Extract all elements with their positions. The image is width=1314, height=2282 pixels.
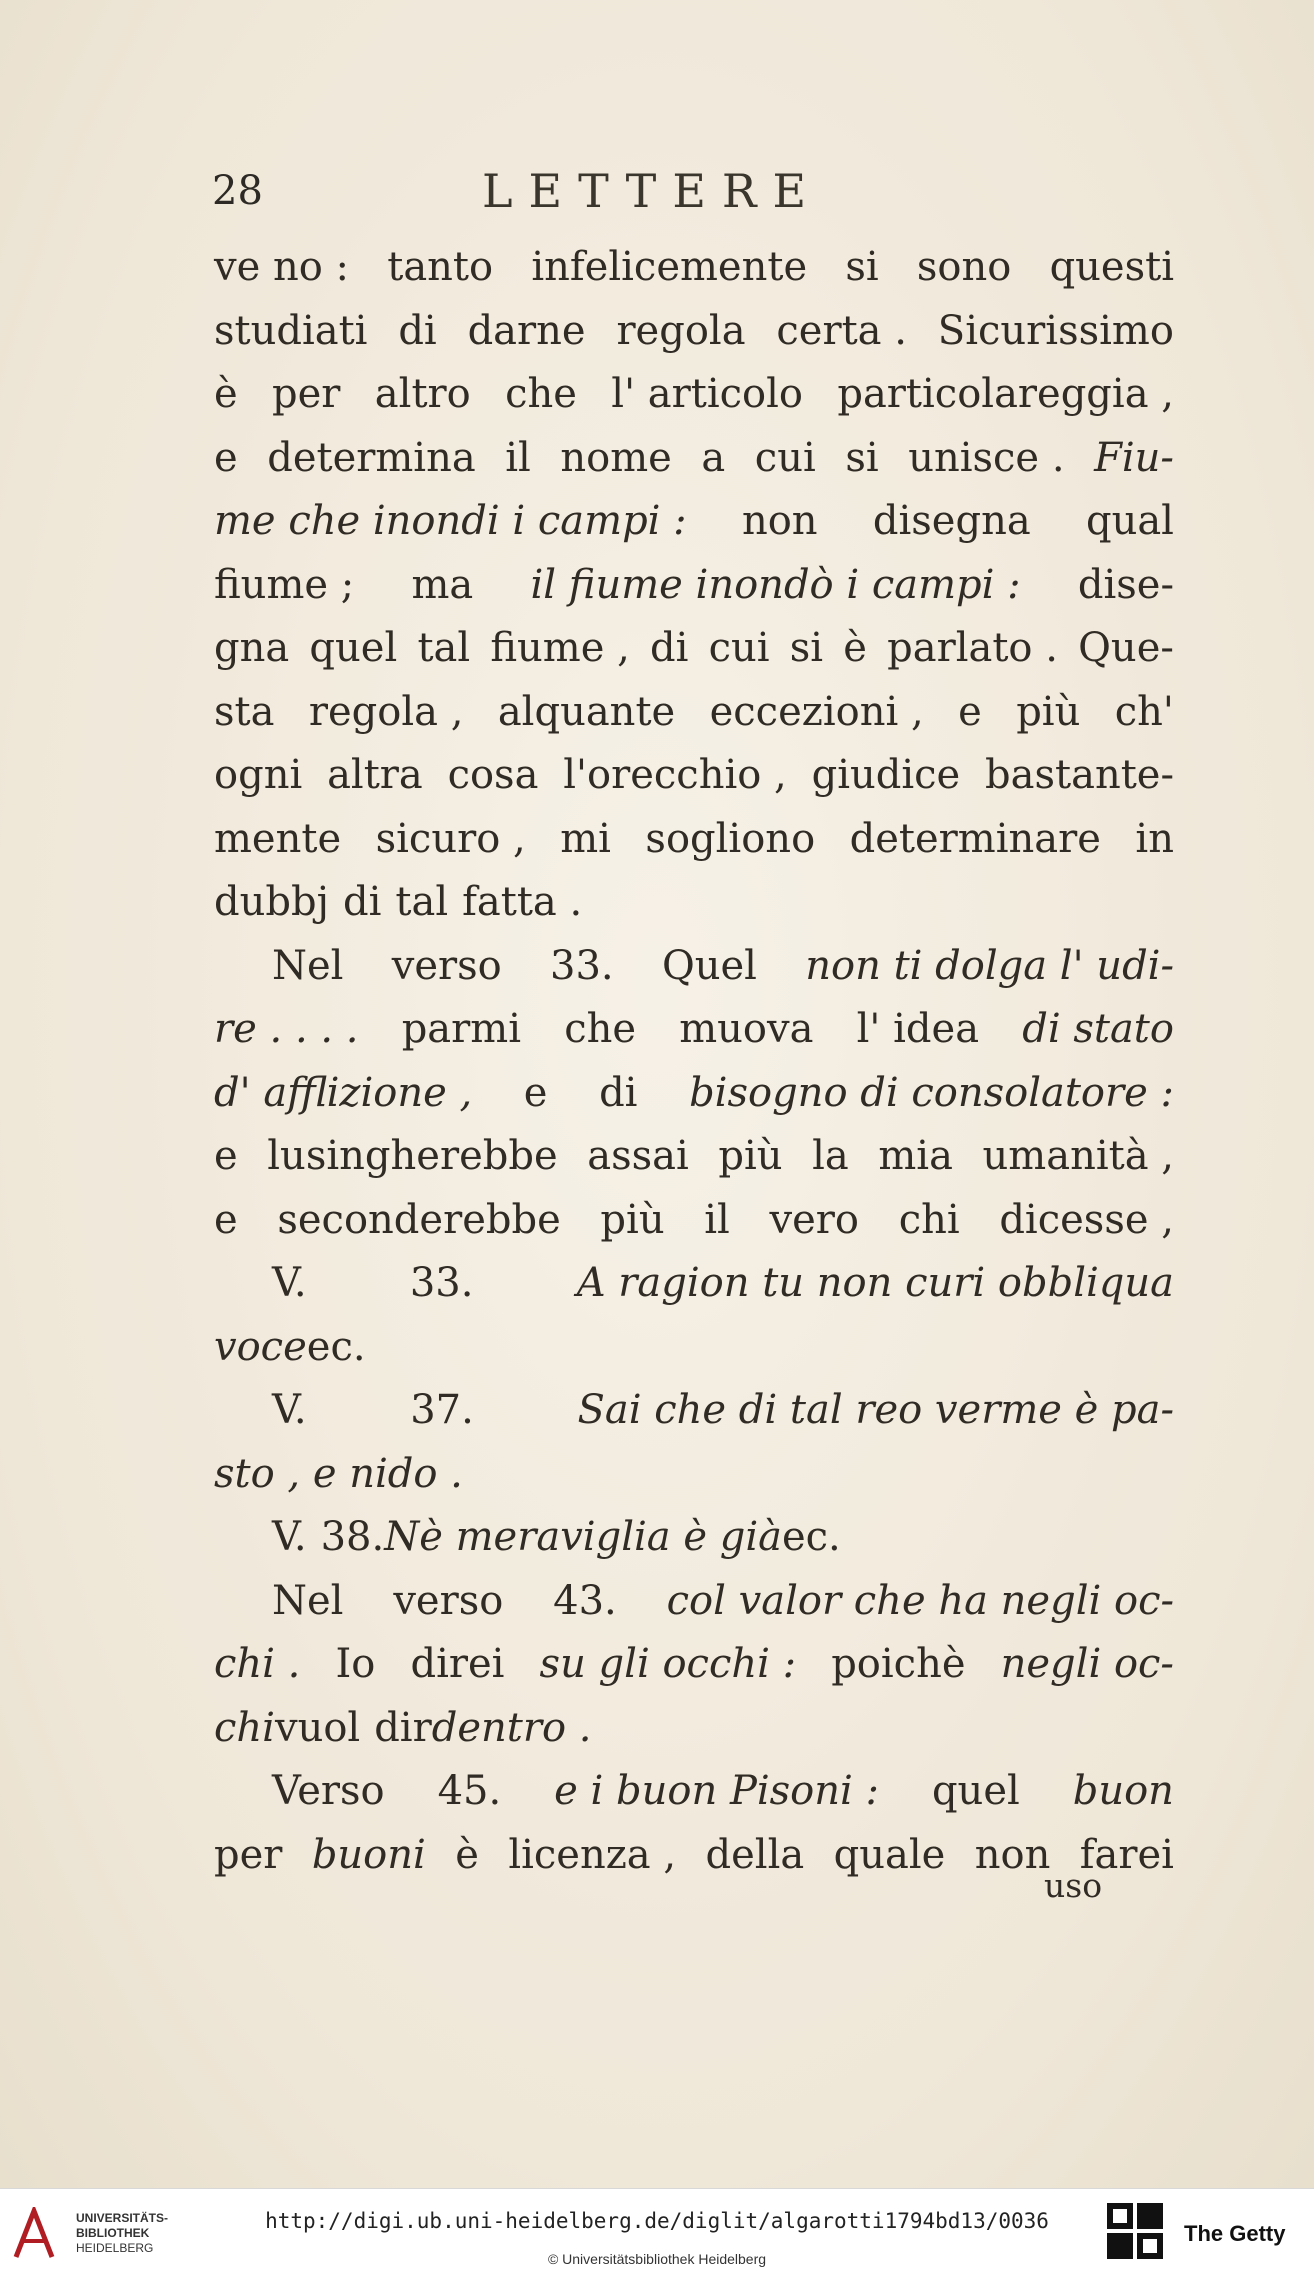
permalink-url[interactable]: http://digi.ub.uni-heidelberg.de/diglit/algarotti1794bd13/0036 xyxy=(265,2209,1049,2233)
text-line: voce ec. xyxy=(214,1323,366,1370)
text-line: e seconderebbe più il vero chi dicesse , xyxy=(214,1196,1174,1243)
text-line: sto , e nido . xyxy=(214,1450,463,1497)
text-line: me che inondi i campi : non disegna qual xyxy=(214,498,1174,544)
page-header xyxy=(212,164,1172,228)
text-line: sta regola , alquante eccezioni , e più ch' xyxy=(214,688,1174,735)
text-line: fiume ; ma il fiume inondò i campi : dise- xyxy=(214,561,1174,608)
copyright-notice: © Universitätsbibliothek Heidelberg xyxy=(547,2251,767,2267)
text-line: Verso 45. e i buon Pisoni : quel buon xyxy=(272,1768,1174,1814)
text-line: è per altro che l' articolo particolareggia , xyxy=(214,371,1174,417)
sponsor-name: The Getty xyxy=(1184,2221,1286,2246)
text-line: V. 33. A ragion tu non curi obbliqua xyxy=(272,1260,1174,1306)
text-line: e determina il nome a cui si unisce . Fiu- xyxy=(214,434,1174,481)
text-line: ve no : tanto infelicemente si sono questi xyxy=(214,244,1174,290)
text-line: Nel verso 33. Quel non ti dolga l' udi- xyxy=(272,942,1174,989)
text-line: dubbj di tal fatta . xyxy=(214,879,583,925)
text-line: re . . . . parmi che muova l' idea di stato xyxy=(214,1006,1174,1052)
catchword: uso xyxy=(1044,1866,1103,1905)
body-text xyxy=(214,236,1174,1887)
page-number: 28 xyxy=(212,168,263,214)
text-line: ogni altra cosa l'orecchio , giudice bastante- xyxy=(214,752,1174,798)
text-line: per buoni è licenza , della quale non farei xyxy=(214,1831,1174,1878)
text-line: chi . Io direi su gli occhi : poichè negli oc- xyxy=(214,1641,1174,1687)
text-line: gna quel tal fiume , di cui si è parlato . Que- xyxy=(214,625,1174,671)
viewer-footer xyxy=(0,2188,1314,2282)
library-name: UNIVERSITÄTS- BIBLIOTHEK HEIDELBERG xyxy=(76,2211,169,2255)
text-line: V. 38. Nè meraviglia è già ec. xyxy=(272,1514,841,1560)
text-line: studiati di darne regola certa . Sicurissimo xyxy=(214,307,1174,354)
text-line: d' afflizione , e di bisogno di consolatore : xyxy=(214,1069,1174,1116)
text-line: Nel verso 43. col valor che ha negli oc- xyxy=(272,1577,1174,1624)
text-line: V. 37. Sai che di tal reo verme è pa- xyxy=(272,1387,1174,1433)
running-head: LETTERE xyxy=(482,164,823,218)
text-line: e lusingherebbe assai più la mia umanità , xyxy=(214,1133,1174,1179)
text-line: chi vuol dir dentro . xyxy=(214,1704,592,1751)
getty-logo-icon[interactable] xyxy=(1105,2201,1165,2271)
text-line: mente sicuro , mi sogliono determinare in xyxy=(214,815,1174,862)
